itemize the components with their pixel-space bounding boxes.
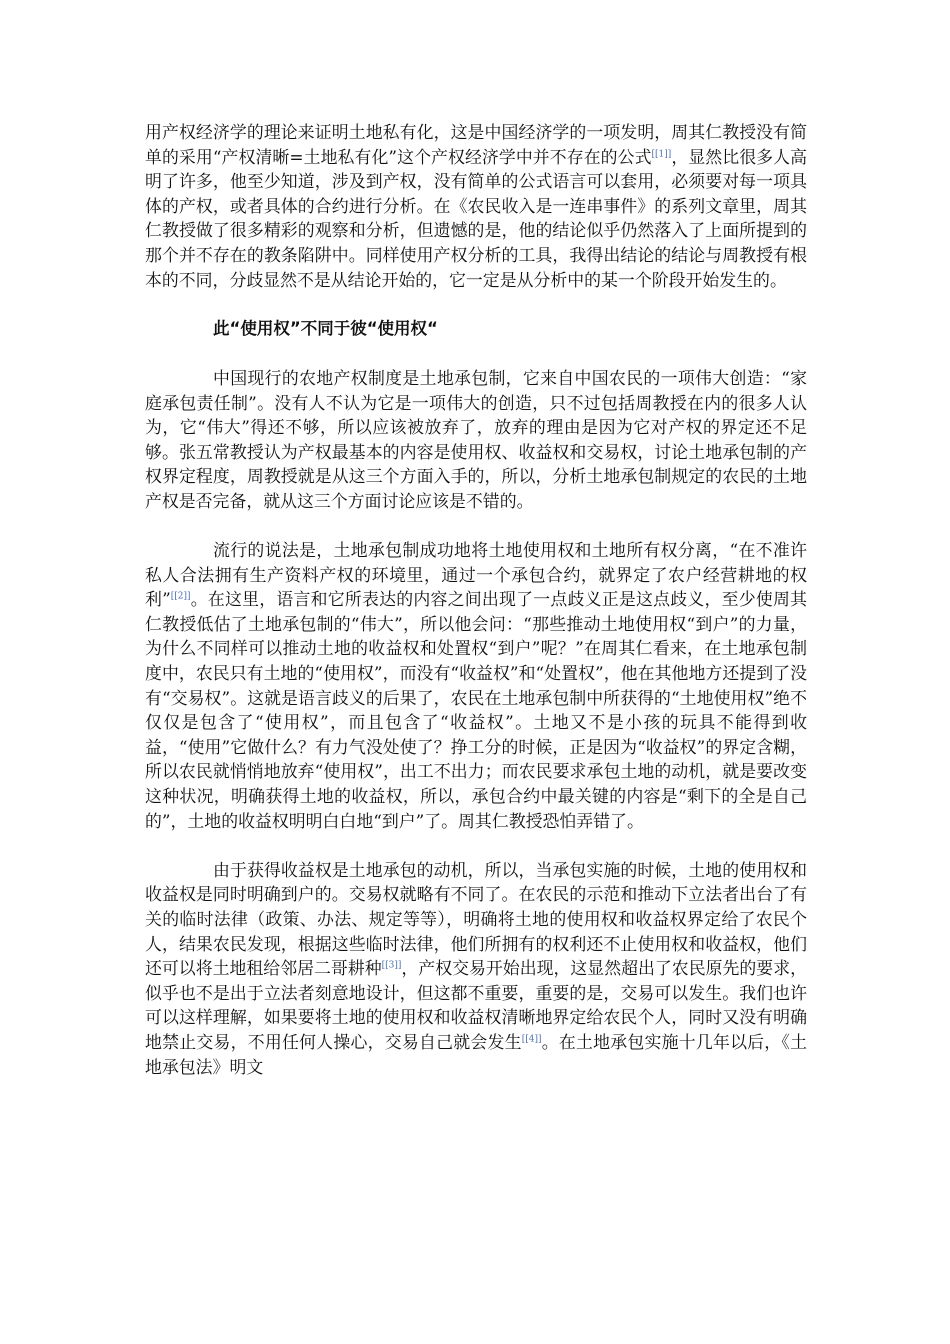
footnote-link-3[interactable]: [[3]] <box>381 960 402 971</box>
paragraph-3-text-a: 流行的说法是，土地承包制成功地将土地使用权和土地所有权分离，“在不准许私人合法拥有生产资料产权的环境里，通过一个承包合约，就界定了农户经营耕地的权利” <box>145 540 807 610</box>
paragraph-4-text-c: 。在土地承包实施十几年以后，《土地承包法》明文 <box>145 1031 807 1077</box>
paragraph-1-text-a: 用产权经济学的理论来证明土地私有化，这是中国经济学的一项发明，周其仁教授没有简单的采用“产权清晰=土地私有化”这个产权经济学中并不存在的公式 <box>145 122 807 167</box>
paragraph-1-text-b: ，显然比很多人高明了许多，他至少知道，涉及到产权，没有简单的公式语言可以套用，必须要对每一项具体的产权，或者具体的合约进行分析。在《农民收入是一连串事件》的系列文章里，周其仁教授做了很多精彩的观察和分析，但遗憾的是，他的结论似乎仍然落入了上面所提到的那个并不存在的教条陷阱中。同样使用产权分析的工具，我得出结论的结论与周教授有根本的不同，分歧显然不是从结论开始的，它一定是从分析中的某一个阶段开始发生的。 <box>145 146 807 290</box>
paragraph-3-text-b: 。在这里，语言和它所表达的内容之间出现了一点歧义正是这点歧义，至少使周其仁教授低估了土地承包制的“伟大”，所以他会问：“那些推动土地使用权“到户”的力量，为什么不同样可以推动土地的收益权和处置权“到户”呢？”在周其仁看来，在土地承包制度中，农民只有土地的“使用权”，而没有“收益权”和“处置权”，他在其他地方还提到了没有“交易权”。这就是语言歧义的后果了，农民在土地承包制中所获得的“土地使用权”绝不仅仅是包含了“使用权”，而且包含了“收益权”。土地又不是小孩的玩具不能得到收益，“使用”它做什么？有力气没处使了？挣工分的时候，正是因为“收益权”的界定含糊，所以农民就悄悄地放弃“使用权”，出工不出力；而农民要求承包土地的动机，就是要改变这种状况，明确获得土地的收益权，所以，承包合约中最关键的内容是“剩下的全是自己的”，土地的收益权明明白白地“到户”了。周其仁教授恐怕弄错了。 <box>145 589 807 831</box>
paragraph-2: 中国现行的农地产权制度是土地承包制，它来自中国农民的一项伟大创造：“家庭承包责任制”。没有人不认为它是一项伟大的创造，只不过包括周教授在内的很多人认为，它“伟大”得还不够，所以应该被放弃了，放弃的理由是因为它对产权的界定还不足够。张五常教授认为产权最基本的内容是使用权、收益权和交易权，讨论土地承包制的产权界定程度，周教授就是从这三个方面入手的，所以，分析土地承包制规定的农民的土地产权是否完备，就从这三个方面讨论应该是不错的。 <box>145 367 807 511</box>
footnote-link-2[interactable]: [[2]] <box>170 591 191 602</box>
paragraph-1 <box>145 120 807 292</box>
paragraph-4-text-b: ，产权交易开始出现，这显然超出了农民原先的要求，似乎也不是出于立法者刻意地设计，但这都不重要，重要的是，交易可以发生。我们也许可以这样理解，如果要将土地的使用权和收益权清晰地界定给农民个人，同时又没有明确地禁止交易，不用任何人操心，交易自己就会发生 <box>145 958 808 1052</box>
footnote-link-4[interactable]: [[4]] <box>521 1034 542 1045</box>
paragraph-4 <box>145 858 807 1079</box>
paragraph-4-text-a: 由于获得收益权是土地承包的动机，所以，当承包实施的时候，土地的使用权和收益权是同时明确到户的。交易权就略有不同了。在农民的示范和推动下立法者出台了有关的临时法律（政策、办法、规定等等），明确将土地的使用权和收益权界定给了农民个人，结果农民发现，根据这些临时法律，他们所拥有的权利还不止使用权和收益权，他们还可以将土地租给邻居二哥耕种 <box>145 859 807 979</box>
paragraph-3 <box>145 538 807 833</box>
document-page <box>145 120 807 1104</box>
footnote-link-1[interactable]: [[1]] <box>651 148 672 159</box>
section-heading: 此“使用权”不同于彼“使用权“ <box>213 318 438 338</box>
